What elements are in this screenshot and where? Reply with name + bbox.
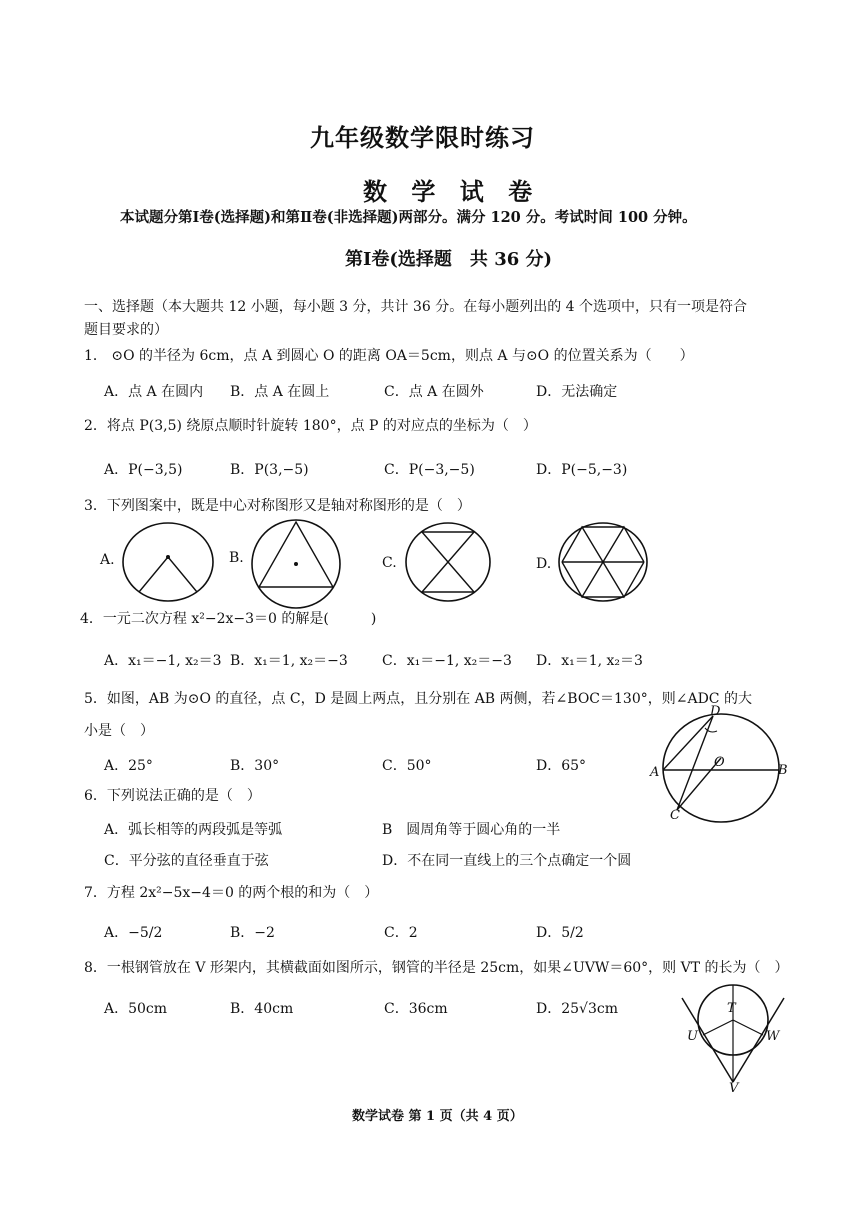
question-2-option-b: B．P(3,−5) — [230, 462, 309, 478]
question-8-option-b: B．40cm — [230, 1001, 294, 1017]
q5-label-a: A — [650, 765, 660, 780]
q5-label-o: O — [714, 755, 725, 770]
question-5-option-a: A．25° — [104, 758, 153, 774]
q8-label-w: W — [766, 1029, 780, 1044]
question-7-option-c: C．2 — [384, 925, 418, 941]
page-footer: 数学试卷 第 1 页（共 4 页） — [352, 1109, 523, 1124]
question-6-option-a: A．弧长相等的两段弧是等弧 — [104, 822, 283, 838]
question-2-option-a: A．P(−3,5) — [104, 462, 183, 478]
question-5-option-c: C．50° — [382, 758, 432, 774]
question-7-option-a: A．−5/2 — [104, 925, 163, 941]
question-8-figure — [680, 978, 785, 1096]
question-8-option-d: D．25√3cm — [536, 1001, 618, 1017]
question-8-option-a: A．50cm — [104, 1001, 168, 1017]
question-7-stem: 7．方程 2x²−5x−4＝0 的两个根的和为（ ） — [84, 885, 379, 901]
q8-label-v: V — [729, 1081, 739, 1096]
question-1-option-a: A．点 A 在圆内 — [104, 384, 204, 400]
question-3-option-b: B. — [229, 550, 244, 566]
section-intro-line2: 题目要求的） — [84, 322, 168, 338]
exam-subtitle: 数 学 试 卷 — [363, 177, 541, 206]
question-3-option-d: D. — [536, 556, 552, 572]
question-3-figure-d — [558, 522, 648, 602]
question-2-option-c: C．P(−3,−5) — [384, 462, 475, 478]
question-2-option-d: D．P(−5,−3) — [536, 462, 628, 478]
question-4-option-b: B．x₁＝1, x₂＝−3 — [230, 653, 348, 669]
question-4-option-a: A．x₁＝−1, x₂＝3 — [104, 653, 222, 669]
question-3-figure-a — [122, 522, 214, 602]
question-7-option-d: D．5/2 — [536, 925, 584, 941]
q5-label-b: B — [778, 763, 788, 778]
question-1-option-d: D．无法确定 — [536, 384, 618, 400]
question-7-option-b: B．−2 — [230, 925, 275, 941]
section-intro-line1: 一、选择题（本大题共 12 小题，每小题 3 分，共计 36 分。在每小题列出的 4 个选项中，只有一项是符合 — [84, 299, 748, 315]
question-1-stem: 1． ⊙O 的半径为 6cm，点 A 到圆心 O 的距离 OA＝5cm，则点 A 与⊙O 的位置关系为（ ） — [84, 348, 694, 364]
exam-title: 九年级数学限时练习 — [310, 123, 535, 152]
question-5-option-d: D．65° — [536, 758, 587, 774]
question-3-figure-b — [251, 519, 341, 609]
q5-label-c: C — [670, 808, 680, 823]
question-8-option-c: C．36cm — [384, 1001, 448, 1017]
question-2-stem: 2．将点 P(3,5) 绕原点顺时针旋转 180°，点 P 的对应点的坐标为（ ） — [84, 418, 537, 434]
question-6-option-d: D．不在同一直线上的三个点确定一个圆 — [382, 853, 632, 869]
question-8-stem: 8．一根钢管放在 V 形架内，其横截面如图所示，钢管的半径是 25cm，如果∠UVW＝60°，则 VT 的长为（ ） — [84, 960, 789, 976]
question-4-option-d: D．x₁＝1, x₂＝3 — [536, 653, 643, 669]
question-4-stem: 4．一元二次方程 x²−2x−3＝0 的解是( ) — [80, 611, 377, 627]
question-6-option-c: C．平分弦的直径垂直于弦 — [104, 853, 269, 869]
question-3-option-c: C. — [382, 555, 397, 571]
question-4-option-c: C．x₁＝−1, x₂＝−3 — [382, 653, 512, 669]
question-3-stem: 3．下列图案中，既是中心对称图形又是轴对称图形的是（ ） — [84, 498, 471, 514]
question-6-option-b: B 圆周角等于圆心角的一半 — [382, 822, 561, 838]
q8-label-u: U — [687, 1029, 698, 1044]
exam-info: 本试题分第Ⅰ卷(选择题)和第Ⅱ卷(非选择题)两部分。满分 120 分。考试时间 100 分钟。 — [120, 209, 697, 226]
q5-label-d: D — [710, 704, 721, 719]
question-5-stem-line2: 小是（ ） — [84, 723, 154, 739]
question-5-figure — [650, 702, 800, 824]
question-3-figure-c — [405, 522, 491, 602]
question-6-stem: 6．下列说法正确的是（ ） — [84, 788, 261, 804]
question-5-stem: 5．如图，AB 为⊙O 的直径，点 C，D 是圆上两点，且分别在 AB 两侧，若∠BOC＝130°，则∠ADC 的大 — [84, 691, 752, 707]
question-5-option-b: B．30° — [230, 758, 280, 774]
question-1-option-c: C．点 A 在圆外 — [384, 384, 484, 400]
q8-label-t: T — [727, 1001, 736, 1016]
part-title: 第Ⅰ卷(选择题 共 36 分) — [345, 249, 553, 270]
question-3-option-a: A. — [100, 552, 115, 568]
question-1-option-b: B．点 A 在圆上 — [230, 384, 330, 400]
